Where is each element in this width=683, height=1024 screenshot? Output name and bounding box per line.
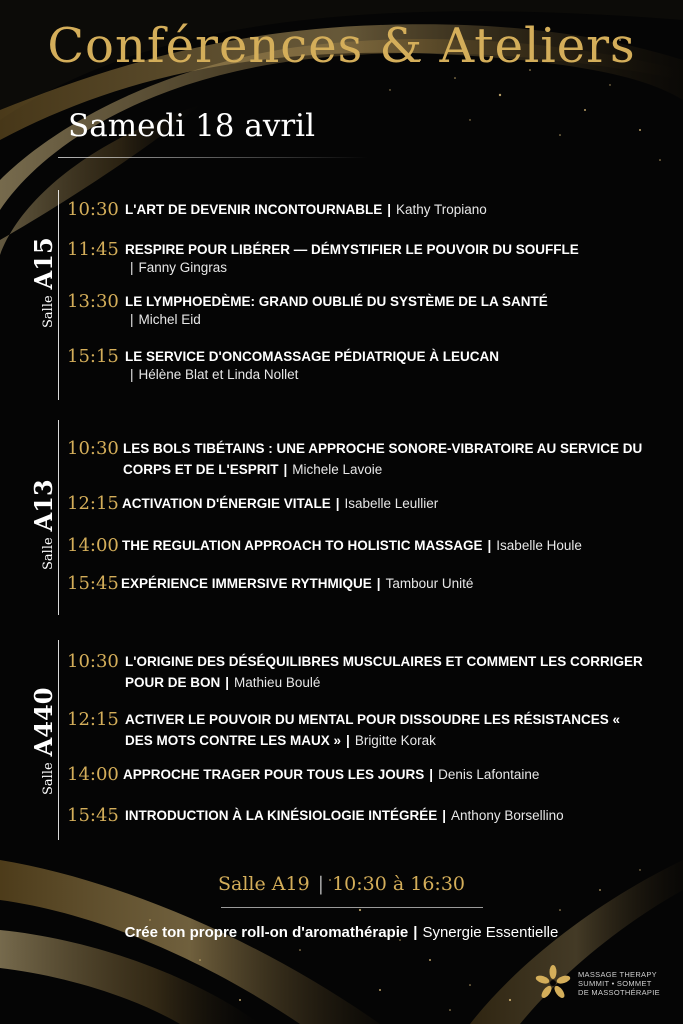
workshop-speaker: Synergie Essentielle bbox=[422, 924, 559, 941]
session-a440-2: 12:15 ACTIVER LE POUVOIR DU MENTAL POUR DISSOUDRE LES RÉSISTANCES « DES MOTS CONTRE LES MAUX » | Brigitte Korak bbox=[67, 709, 621, 748]
session-speaker: Michele Lavoie bbox=[292, 462, 383, 477]
event-date: Samedi 18 avril bbox=[68, 108, 316, 144]
workshop-title: Crée ton propre roll-on d'aromathérapie bbox=[124, 924, 409, 941]
session-speaker: Tambour Unité bbox=[385, 576, 474, 591]
session-a15-2: 11:45 RESPIRE POUR LIBÉRER — DÉMYSTIFIER LE POUVOIR DU SOUFFLE | Fanny Gingras bbox=[67, 239, 665, 275]
workshop-room: Salle A19 bbox=[217, 873, 310, 895]
page-title: Conférences & Ateliers bbox=[47, 18, 636, 74]
room-a440-divider bbox=[58, 640, 59, 840]
session-a13-4: 15:45 EXPÉRIENCE IMMERSIVE RYTHMIQUE | Tambour Unité bbox=[67, 573, 474, 594]
date-divider bbox=[58, 157, 368, 158]
session-title: APPROCHE TRAGER POUR TOUS LES JOURS bbox=[123, 767, 425, 782]
session-a440-4: 15:45 INTRODUCTION À LA KINÉSIOLOGIE INTÉGRÉE | Anthony Borsellino bbox=[67, 805, 564, 826]
session-title: LE SERVICE D'ONCOMASSAGE PÉDIATRIQUE À LEUCAN bbox=[125, 349, 499, 364]
room-a15-divider bbox=[58, 190, 59, 400]
session-a440-3: 14:00 APPROCHE TRAGER POUR TOUS LES JOURS | Denis Lafontaine bbox=[67, 764, 540, 785]
session-speaker: Isabelle Leullier bbox=[344, 496, 439, 511]
session-a15-4: 15:15 LE SERVICE D'ONCOMASSAGE PÉDIATRIQUE À LEUCAN | Hélène Blat et Linda Nollet bbox=[67, 346, 665, 382]
session-a15-3: 13:30 LE LYMPHOEDÈME: GRAND OUBLIÉ DU SYSTÈME DE LA SANTÉ | Michel Eid bbox=[67, 291, 665, 327]
session-title: LE LYMPHOEDÈME: GRAND OUBLIÉ DU SYSTÈME DE LA SANTÉ bbox=[125, 294, 548, 309]
summit-logo: MASSAGE THERAPY SUMMIT • SOMMET DE MASSOTHÉRAPIE bbox=[534, 964, 660, 1002]
session-a15-1: 10:30 L'ART DE DEVENIR INCONTOURNABLE | Kathy Tropiano bbox=[67, 199, 487, 220]
session-speaker: Isabelle Houle bbox=[496, 538, 582, 553]
room-a13-label: SalleA13 bbox=[29, 479, 58, 570]
session-a13-3: 14:00 THE REGULATION APPROACH TO HOLISTIC MASSAGE | Isabelle Houle bbox=[67, 535, 582, 556]
session-speaker: Denis Lafontaine bbox=[438, 767, 540, 782]
session-title: ACTIVATION D'ÉNERGIE VITALE bbox=[122, 496, 331, 511]
session-title: ACTIVER LE POUVOIR DU MENTAL POUR DISSOUDRE LES RÉSISTANCES « DES MOTS CONTRE LES MAUX » bbox=[125, 712, 621, 748]
session-speaker: Brigitte Korak bbox=[354, 733, 436, 748]
room-a13-divider bbox=[58, 420, 59, 615]
session-title: RESPIRE POUR LIBÉRER — DÉMYSTIFIER LE POUVOIR DU SOUFFLE bbox=[125, 242, 579, 257]
session-a440-1: 10:30 L'ORIGINE DES DÉSÉQUILIBRES MUSCULAIRES ET COMMENT LES CORRIGER POUR DE BON | Mathieu Boulé bbox=[67, 651, 643, 690]
room-a440-label: SalleA440 bbox=[29, 687, 58, 795]
session-title: LES BOLS TIBÉTAINS : UNE APPROCHE SONORE-VIBRATOIRE AU SERVICE DU CORPS ET DE L'ESPRIT bbox=[123, 441, 643, 477]
workshop-hours: 10:30 à 16:30 bbox=[332, 873, 465, 895]
session-speaker: Fanny Gingras bbox=[138, 260, 228, 275]
session-speaker: Michel Eid bbox=[138, 312, 201, 327]
workshop-room-hours: Salle A19 | 10:30 à 16:30 bbox=[217, 873, 465, 895]
session-title: L'ORIGINE DES DÉSÉQUILIBRES MUSCULAIRES ET COMMENT LES CORRIGER POUR DE BON bbox=[125, 654, 643, 690]
session-title: THE REGULATION APPROACH TO HOLISTIC MASSAGE bbox=[122, 538, 483, 553]
hands-star-icon bbox=[534, 964, 572, 1002]
session-speaker: Hélène Blat et Linda Nollet bbox=[138, 367, 299, 382]
session-speaker: Anthony Borsellino bbox=[451, 808, 564, 823]
session-speaker: Kathy Tropiano bbox=[396, 202, 487, 217]
session-a13-2: 12:15 ACTIVATION D'ÉNERGIE VITALE | Isabelle Leullier bbox=[67, 493, 439, 514]
session-title: INTRODUCTION À LA KINÉSIOLOGIE INTÉGRÉE bbox=[125, 808, 438, 823]
session-title: EXPÉRIENCE IMMERSIVE RYTHMIQUE bbox=[121, 576, 372, 591]
session-speaker: Mathieu Boulé bbox=[234, 675, 321, 690]
session-a13-1: 10:30 LES BOLS TIBÉTAINS : UNE APPROCHE SONORE-VIBRATOIRE AU SERVICE DU CORPS ET DE L'ESPRIT | Michele Lavoie bbox=[67, 438, 643, 477]
workshop-line: Crée ton propre roll-on d'aromathérapie | Synergie Essentielle bbox=[124, 924, 559, 941]
session-title: L'ART DE DEVENIR INCONTOURNABLE bbox=[125, 202, 383, 217]
workshop-divider bbox=[221, 907, 483, 908]
room-a15-label: SalleA15 bbox=[29, 237, 58, 328]
